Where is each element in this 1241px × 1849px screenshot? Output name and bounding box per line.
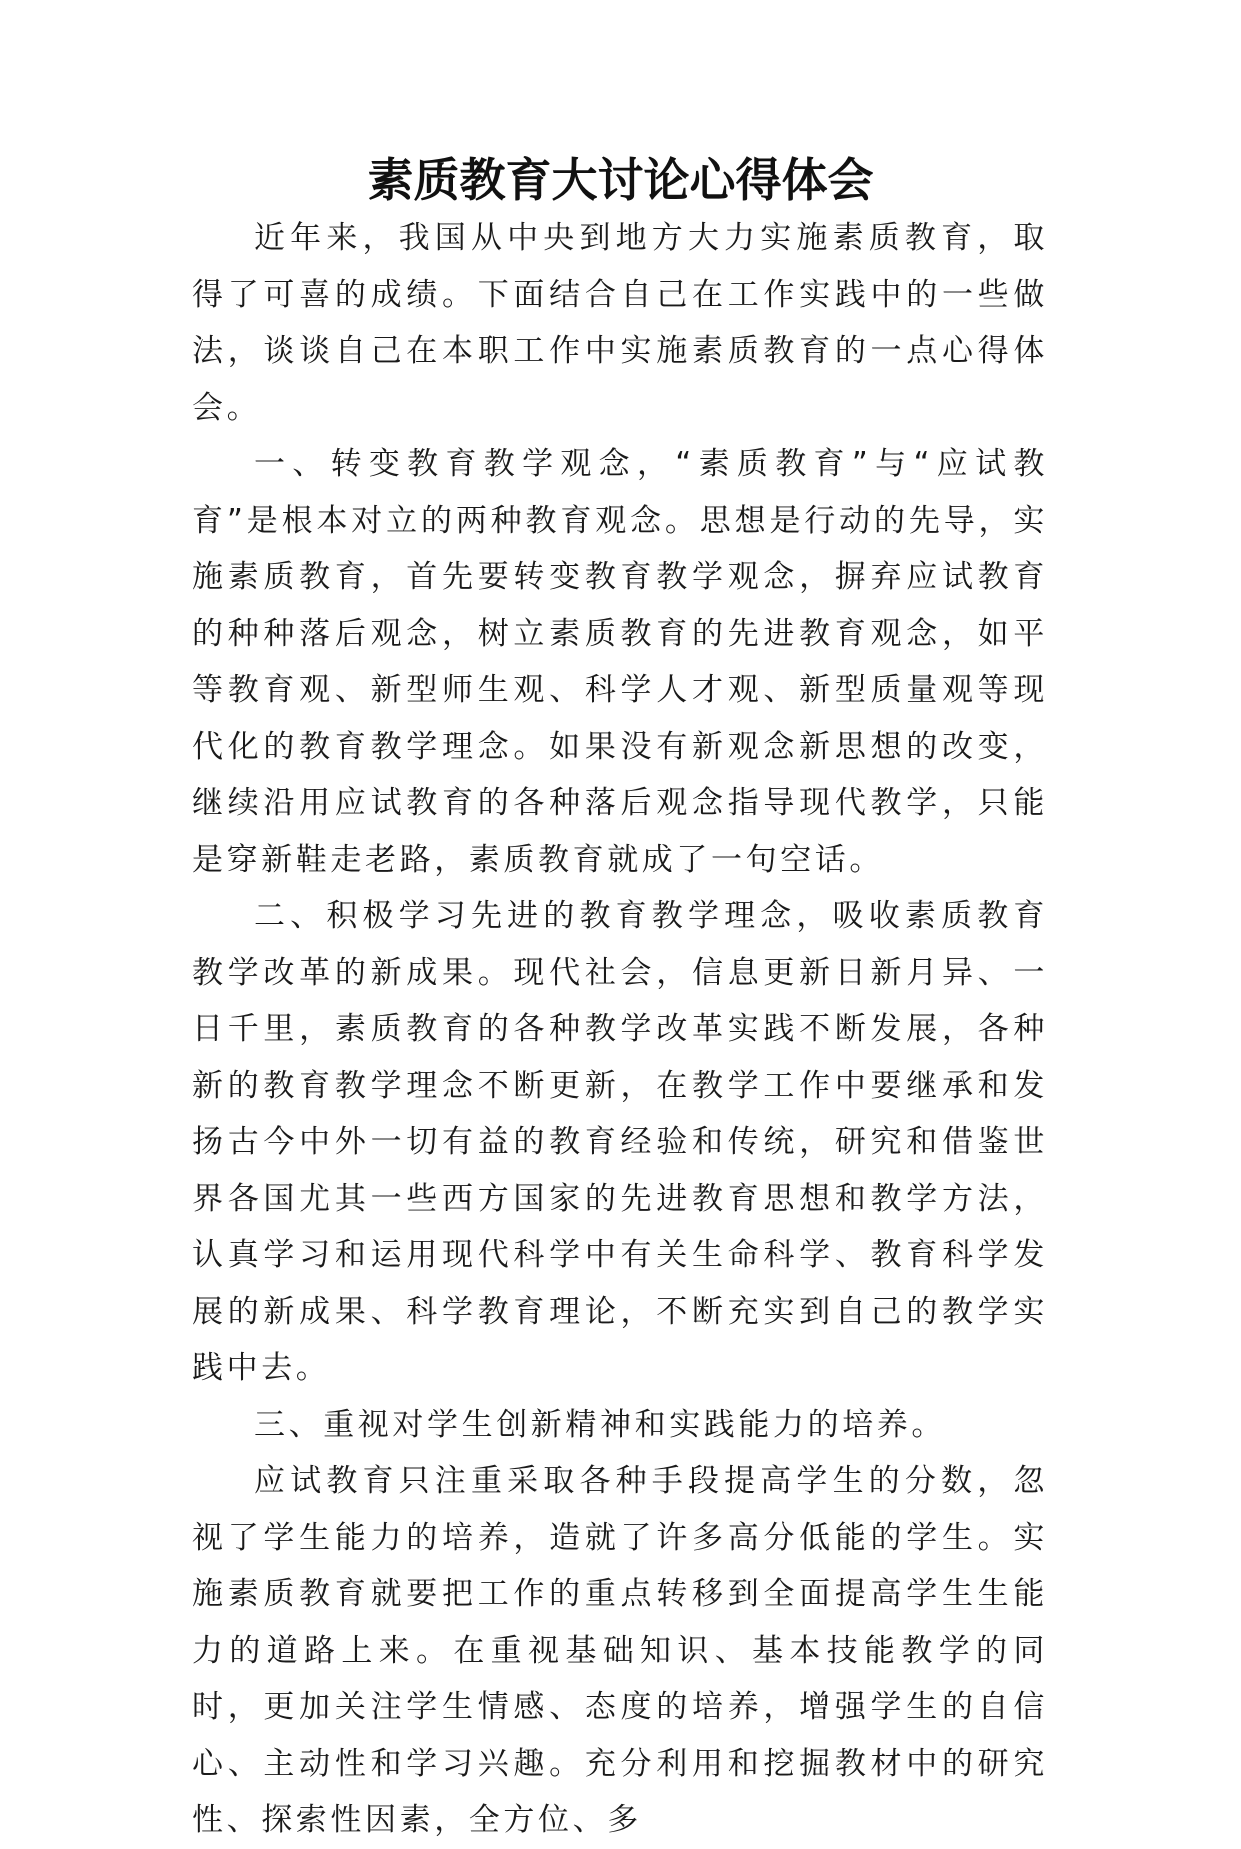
paragraph-section-2: 二、积极学习先进的教育教学理念，吸收素质教育教学改革的新成果。现代社会，信息更新日新月异、一日千里，素质教育的各种教学改革实践不断发展，各种新的教育教学理念不断更新，在教学工作中要继承和发扬古今中外一切有益的教育经验和传统，研究和借鉴世界各国尤其一些西方国家的先进教育思想和教学方法，认真学习和运用现代科学中有关生命科学、教育科学发展的新成果、科学教育理论，不断充实到自己的教学实践中去。 [192, 898, 1048, 1386]
paragraph-section-3-heading: 三、重视对学生创新精神和实践能力的培养。 [254, 1406, 946, 1443]
paragraph-intro: 近年来，我国从中央到地方大力实施素质教育，取得了可喜的成绩。下面结合自己在工作实践中的一些做法，谈谈自己在本职工作中实施素质教育的一点心得体会。 [192, 220, 1048, 426]
document-body [192, 210, 1048, 1849]
paragraph-section-3-body: 应试教育只注重采取各种手段提高学生的分数，忽视了学生能力的培养，造就了许多高分低能的学生。实施素质教育就要把工作的重点转移到全面提高学生生能力的道路上来。在重视基础知识、基本技能教学的同时，更加关注学生情感、态度的培养，增强学生的自信心、主动性和学习兴趣。充分利用和挖掘教材中的研究性、探索性因素，全方位、多 [192, 1463, 1048, 1838]
paragraph-section-1: 一、转变教育教学观念，“素质教育”与“应试教育”是根本对立的两种教育观念。思想是行动的先导，实施素质教育，首先要转变教育教学观念，摒弃应试教育的种种落后观念，树立素质教育的先进教育观念，如平等教育观、新型师生观、科学人才观、新型质量观等现代化的教育教学理念。如果没有新观念新思想的改变，继续沿用应试教育的各种落后观念指导现代教学，只能是穿新鞋走老路，素质教育就成了一句空话。 [192, 446, 1048, 878]
document-title: 素质教育大讨论心得体会 [367, 153, 874, 207]
